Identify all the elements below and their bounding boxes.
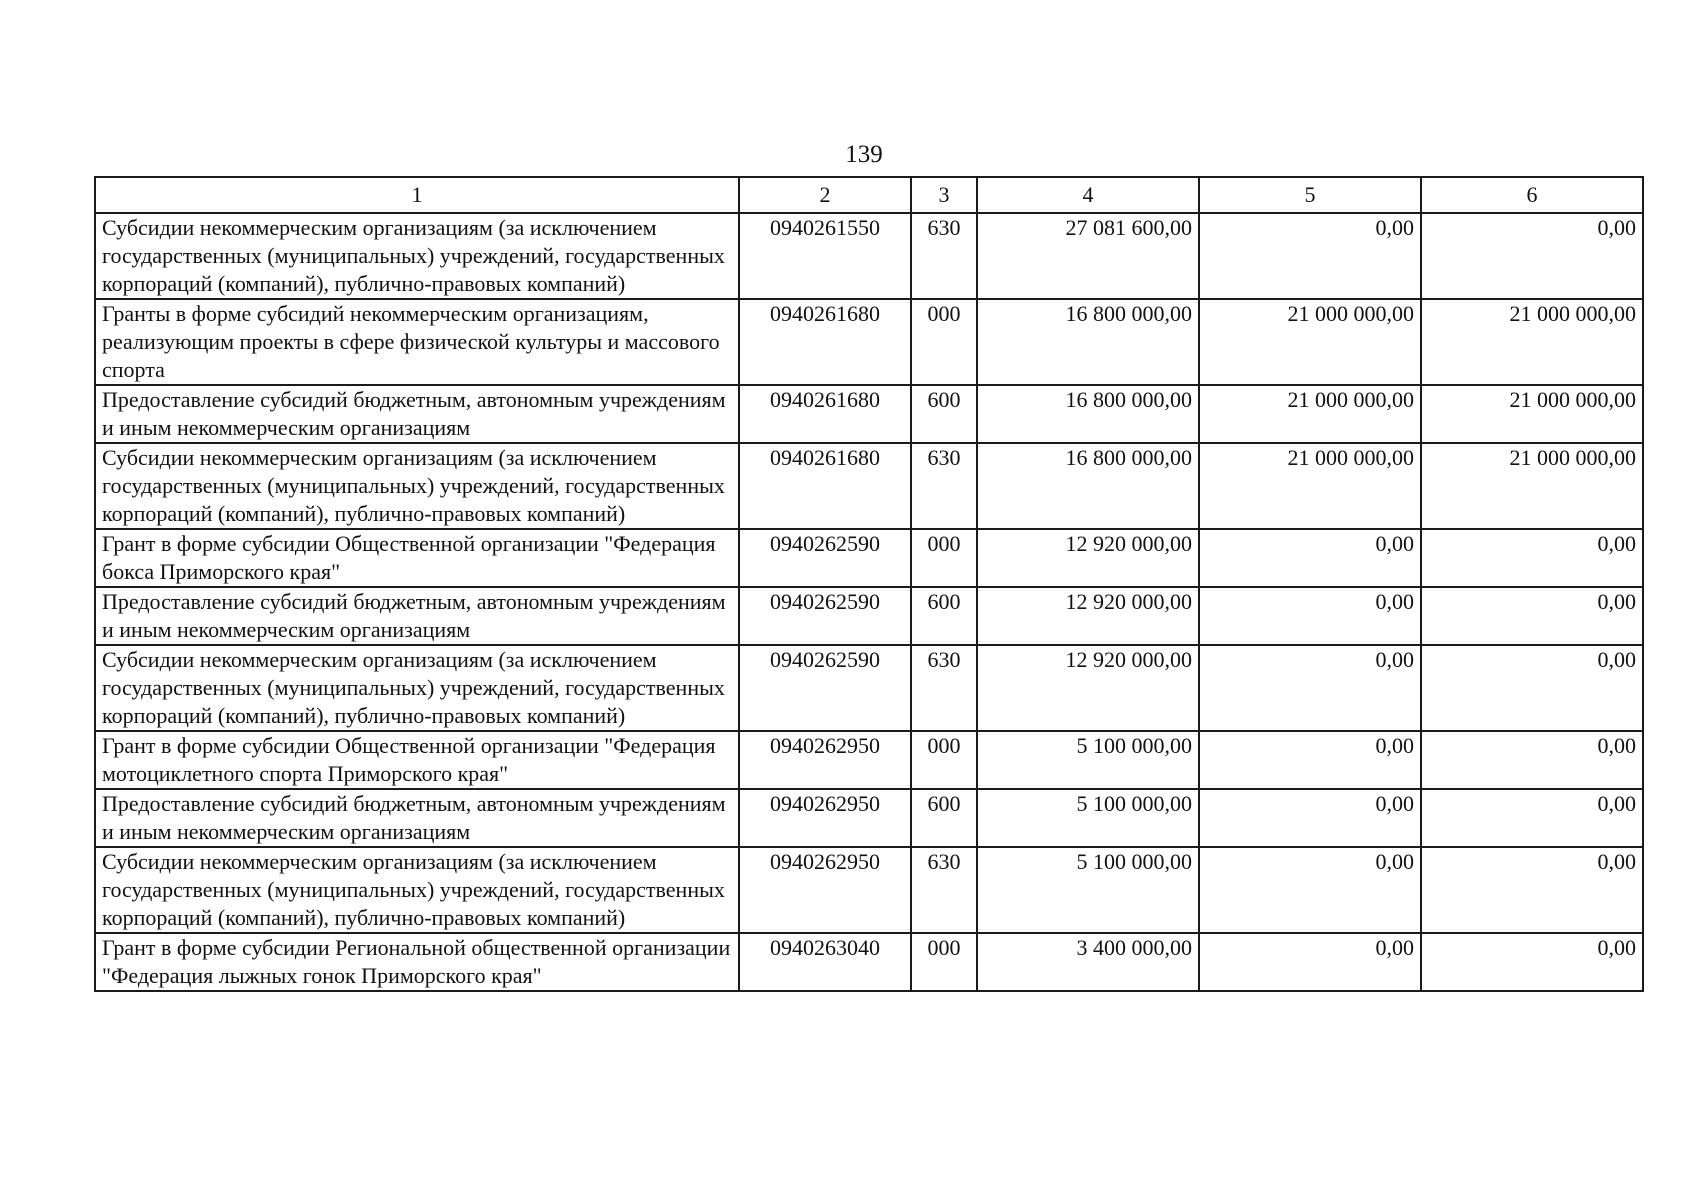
row-name: Грант в форме субсидии Общественной организации "Федерация мотоциклетного спорта Приморского края" <box>95 731 739 789</box>
row-target-code: 0940261550 <box>739 213 911 299</box>
row-name: Грант в форме субсидии Региональной общественной организации "Федерация лыжных гонок Приморского края" <box>95 933 739 991</box>
row-amount-col5: 21 000 000,00 <box>1199 443 1421 529</box>
row-expense-type: 000 <box>911 731 977 789</box>
table-row <box>95 385 1643 443</box>
row-amount-col4: 12 920 000,00 <box>977 587 1199 645</box>
row-name: Субсидии некоммерческим организациям (за исключением государственных (муниципальных) учреждений, государственных корпораций (компаний), публично-правовых компаний) <box>95 443 739 529</box>
row-amount-col6: 0,00 <box>1421 933 1643 991</box>
column-header: 6 <box>1421 177 1643 213</box>
row-amount-col6: 0,00 <box>1421 587 1643 645</box>
table-row <box>95 587 1643 645</box>
table-row <box>95 847 1643 933</box>
column-header: 4 <box>977 177 1199 213</box>
row-expense-type: 630 <box>911 645 977 731</box>
row-amount-col5: 0,00 <box>1199 587 1421 645</box>
row-amount-col6: 0,00 <box>1421 789 1643 847</box>
table-row <box>95 645 1643 731</box>
table-row <box>95 529 1643 587</box>
row-amount-col4: 16 800 000,00 <box>977 443 1199 529</box>
row-name: Предоставление субсидий бюджетным, автономным учреждениям и иным некоммерческим организациям <box>95 587 739 645</box>
row-amount-col5: 0,00 <box>1199 529 1421 587</box>
row-expense-type: 000 <box>911 299 977 385</box>
row-amount-col6: 0,00 <box>1421 213 1643 299</box>
row-amount-col4: 16 800 000,00 <box>977 299 1199 385</box>
row-expense-type: 630 <box>911 847 977 933</box>
table-row <box>95 213 1643 299</box>
row-target-code: 0940262590 <box>739 529 911 587</box>
row-amount-col6: 0,00 <box>1421 847 1643 933</box>
row-target-code: 0940262950 <box>739 847 911 933</box>
row-target-code: 0940262590 <box>739 645 911 731</box>
table-row <box>95 933 1643 991</box>
row-name: Субсидии некоммерческим организациям (за исключением государственных (муниципальных) учреждений, государственных корпораций (компаний), публично-правовых компаний) <box>95 213 739 299</box>
row-amount-col4: 5 100 000,00 <box>977 731 1199 789</box>
row-name: Грант в форме субсидии Общественной организации "Федерация бокса Приморского края" <box>95 529 739 587</box>
column-header: 5 <box>1199 177 1421 213</box>
row-amount-col5: 0,00 <box>1199 213 1421 299</box>
table-row <box>95 443 1643 529</box>
row-amount-col5: 21 000 000,00 <box>1199 299 1421 385</box>
row-amount-col4: 12 920 000,00 <box>977 529 1199 587</box>
column-header: 3 <box>911 177 977 213</box>
row-amount-col5: 0,00 <box>1199 645 1421 731</box>
row-amount-col5: 0,00 <box>1199 933 1421 991</box>
row-amount-col6: 21 000 000,00 <box>1421 299 1643 385</box>
page-number: 139 <box>845 141 883 168</box>
row-name: Гранты в форме субсидий некоммерческим организациям, реализующим проекты в сфере физической культуры и массового спорта <box>95 299 739 385</box>
row-amount-col5: 0,00 <box>1199 789 1421 847</box>
column-header: 1 <box>95 177 739 213</box>
row-amount-col6: 21 000 000,00 <box>1421 443 1643 529</box>
row-target-code: 0940263040 <box>739 933 911 991</box>
row-expense-type: 600 <box>911 789 977 847</box>
row-amount-col4: 5 100 000,00 <box>977 789 1199 847</box>
budget-table <box>94 176 1644 992</box>
row-expense-type: 630 <box>911 443 977 529</box>
row-amount-col4: 27 081 600,00 <box>977 213 1199 299</box>
row-amount-col5: 21 000 000,00 <box>1199 385 1421 443</box>
column-header: 2 <box>739 177 911 213</box>
row-target-code: 0940262950 <box>739 731 911 789</box>
row-target-code: 0940261680 <box>739 385 911 443</box>
row-expense-type: 630 <box>911 213 977 299</box>
row-name: Предоставление субсидий бюджетным, автономным учреждениям и иным некоммерческим организациям <box>95 385 739 443</box>
row-amount-col5: 0,00 <box>1199 731 1421 789</box>
header-row <box>95 177 1643 213</box>
row-amount-col6: 21 000 000,00 <box>1421 385 1643 443</box>
row-name: Субсидии некоммерческим организациям (за исключением государственных (муниципальных) учреждений, государственных корпораций (компаний), публично-правовых компаний) <box>95 847 739 933</box>
row-name: Предоставление субсидий бюджетным, автономным учреждениям и иным некоммерческим организациям <box>95 789 739 847</box>
row-name: Субсидии некоммерческим организациям (за исключением государственных (муниципальных) учреждений, государственных корпораций (компаний), публично-правовых компаний) <box>95 645 739 731</box>
table-row <box>95 299 1643 385</box>
row-target-code: 0940262950 <box>739 789 911 847</box>
row-amount-col4: 16 800 000,00 <box>977 385 1199 443</box>
row-target-code: 0940261680 <box>739 443 911 529</box>
row-amount-col4: 5 100 000,00 <box>977 847 1199 933</box>
table-row <box>95 789 1643 847</box>
row-amount-col6: 0,00 <box>1421 731 1643 789</box>
row-expense-type: 600 <box>911 587 977 645</box>
row-amount-col6: 0,00 <box>1421 645 1643 731</box>
row-amount-col6: 0,00 <box>1421 529 1643 587</box>
row-amount-col4: 12 920 000,00 <box>977 645 1199 731</box>
row-amount-col4: 3 400 000,00 <box>977 933 1199 991</box>
row-amount-col5: 0,00 <box>1199 847 1421 933</box>
table-row <box>95 731 1643 789</box>
row-target-code: 0940262590 <box>739 587 911 645</box>
row-expense-type: 000 <box>911 529 977 587</box>
row-expense-type: 000 <box>911 933 977 991</box>
row-target-code: 0940261680 <box>739 299 911 385</box>
row-expense-type: 600 <box>911 385 977 443</box>
